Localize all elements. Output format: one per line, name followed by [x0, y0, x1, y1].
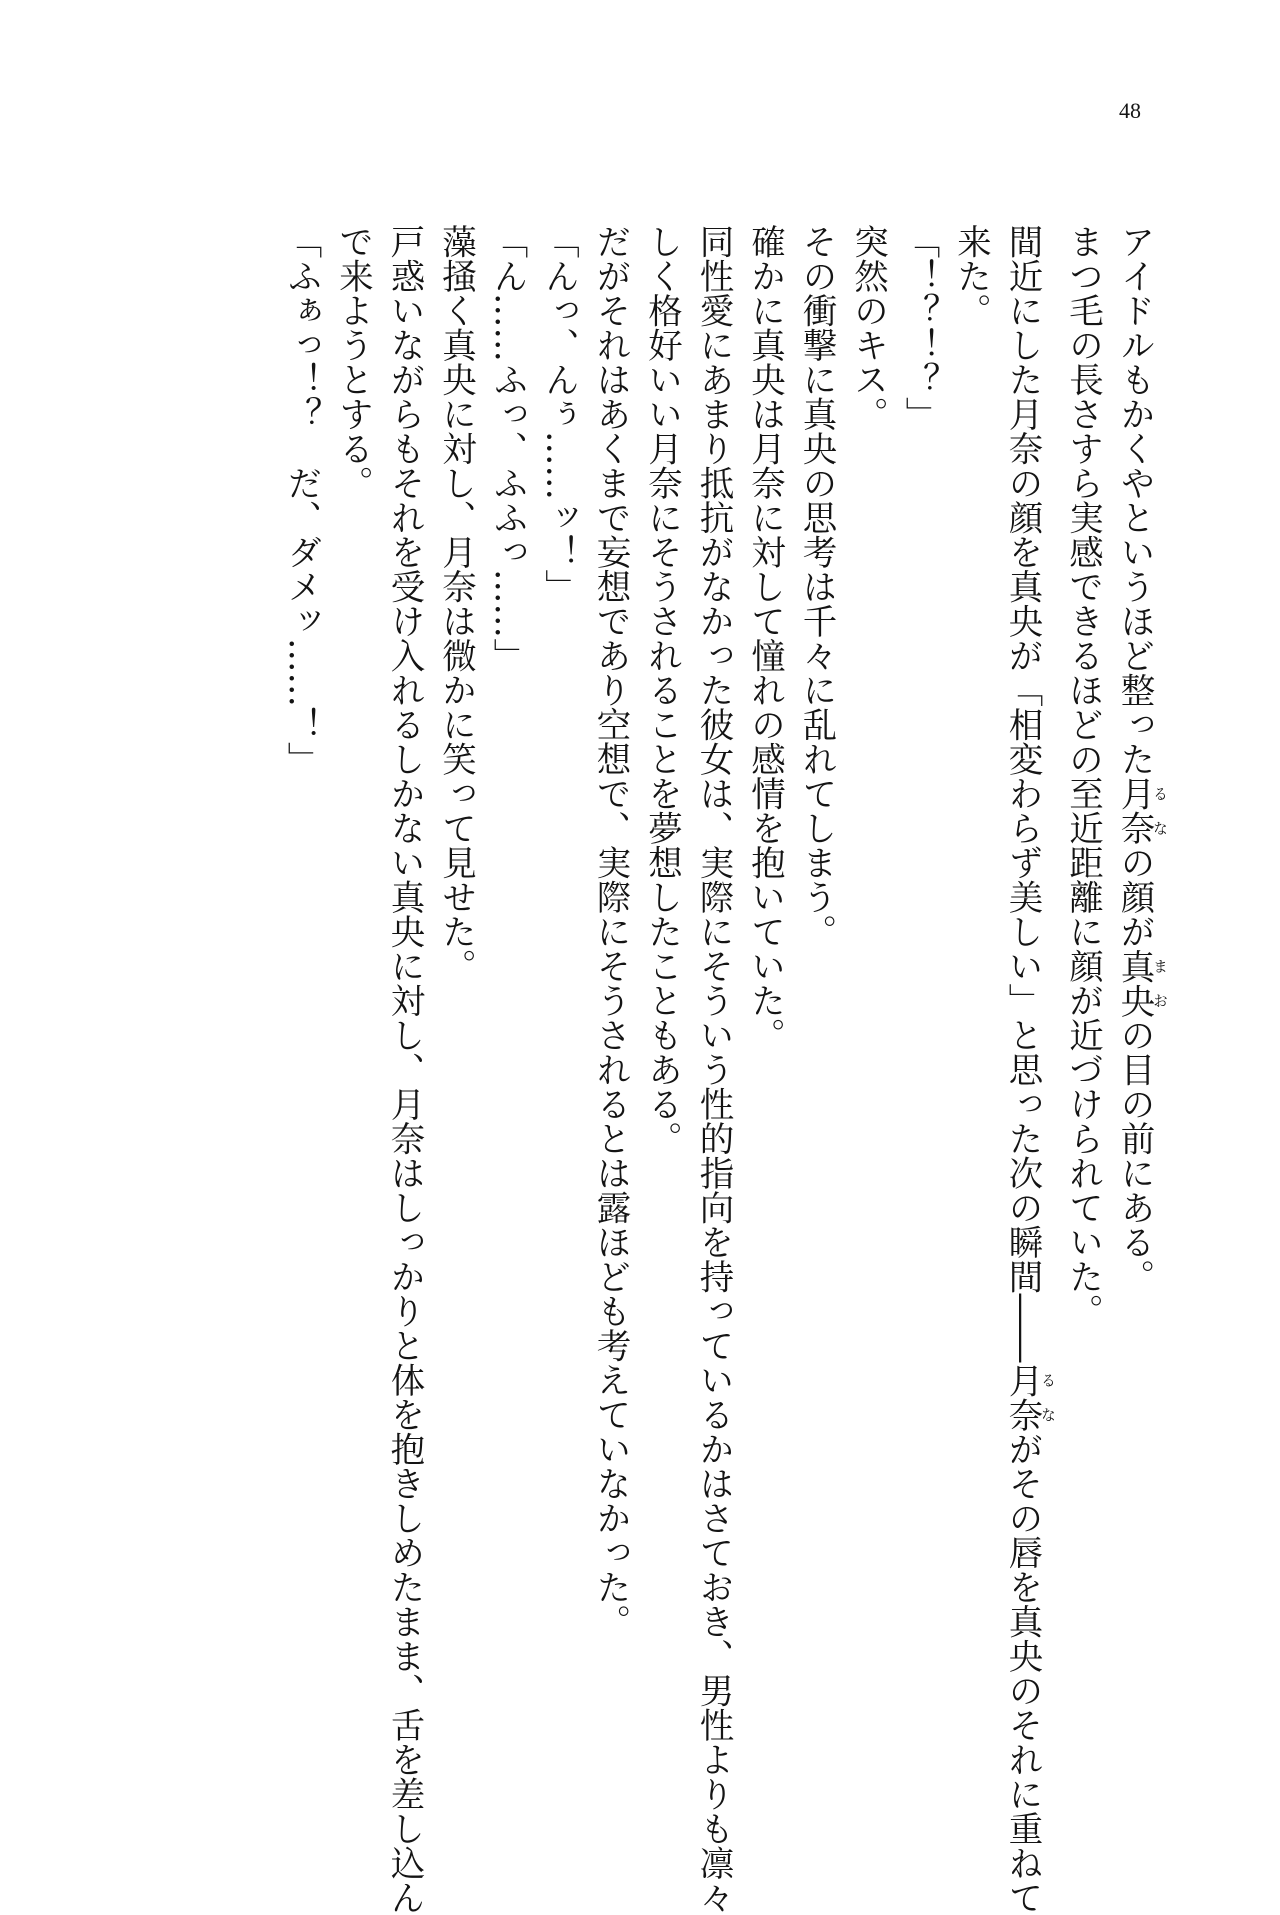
- text-line: [635, 224, 687, 1684]
- text-segment: 「ふぁっ！？ だ、ダメッ……！」: [281, 224, 321, 776]
- text-segment: 藻掻く真央に対し、月奈は微かに笑って見せた。: [435, 224, 476, 983]
- text-line: [687, 224, 739, 1915]
- text-segment: の目の前にある。: [1114, 1017, 1154, 1294]
- text-line: [326, 224, 378, 1684]
- text-line: [429, 224, 481, 1684]
- text-line: [996, 224, 1057, 1915]
- text-line: [378, 224, 430, 1915]
- page-number: 48: [1119, 98, 1141, 123]
- text-segment: だがそれはあくまで妄想であり空想で、実際にそうされるとは露ほども考えていなかった。: [590, 224, 630, 1639]
- text-segment: 「んっ、んぅ……ッ！」: [538, 224, 579, 604]
- ruby-base: 真央: [1114, 948, 1154, 1018]
- text-segment: 「！？！？」: [899, 224, 939, 431]
- text-segment: の顔が: [1114, 845, 1154, 949]
- text-segment: 「ん……ふっ、ふふっ……」: [487, 224, 527, 673]
- text-line: [275, 224, 327, 1684]
- ruby-reading: るな: [1039, 1362, 1057, 1432]
- text-segment: がその唇を真央のそれに重ねて: [1002, 1431, 1042, 1915]
- ruby-annotated-name: [1002, 1362, 1057, 1432]
- text-line: [944, 224, 996, 1684]
- text-line: [1108, 224, 1169, 1684]
- text-segment: その衝撃に真央の思考は千々に乱れてしまう。: [796, 224, 836, 949]
- text-segment: 来た。: [950, 224, 991, 328]
- text-line: [738, 224, 790, 1684]
- ruby-base: 月奈: [1114, 776, 1154, 845]
- text-line: [481, 224, 533, 1684]
- text-segment: しく格好いい月奈にそうされることを夢想したこともある。: [641, 224, 682, 1156]
- text-segment: で来ようとする。: [332, 224, 373, 500]
- ruby-reading: るな: [1151, 776, 1169, 845]
- text-segment: アイドルもかくやというほど整った: [1114, 224, 1154, 776]
- ruby-base: 月奈: [1002, 1362, 1042, 1432]
- text-segment: 確かに真央は月奈に対して憧れの感情を抱いていた。: [744, 224, 785, 1052]
- text-line: [841, 224, 893, 1684]
- text-segment: 間近にした月奈の顔を真央が「相変わらず美しい」と思った次の瞬間――: [1002, 224, 1042, 1363]
- ruby-annotated-name: [1114, 948, 1169, 1018]
- novel-text-body: [275, 224, 1169, 1915]
- text-segment: 突然のキス。: [847, 224, 888, 431]
- ruby-reading: まお: [1151, 948, 1169, 1018]
- text-line: [893, 224, 945, 1684]
- text-line: [584, 224, 636, 1684]
- text-segment: 戸惑いながらもそれを受け入れるしかない真央に対し、月奈はしっかりと体を抱きしめたまま、舌を差し込ん: [384, 224, 424, 1915]
- text-segment: 同性愛にあまり抵抗がなかった彼女は、実際にそういう性的指向を持っているかはさておき、男性よりも凛々: [693, 224, 733, 1915]
- text-line: [1056, 224, 1108, 1684]
- text-segment: まつ毛の長さすら実感できるほどの至近距離に顔が近づけられていた。: [1062, 224, 1103, 1328]
- ruby-annotated-name: [1114, 776, 1169, 845]
- text-line: [532, 224, 584, 1684]
- text-line: [790, 224, 842, 1684]
